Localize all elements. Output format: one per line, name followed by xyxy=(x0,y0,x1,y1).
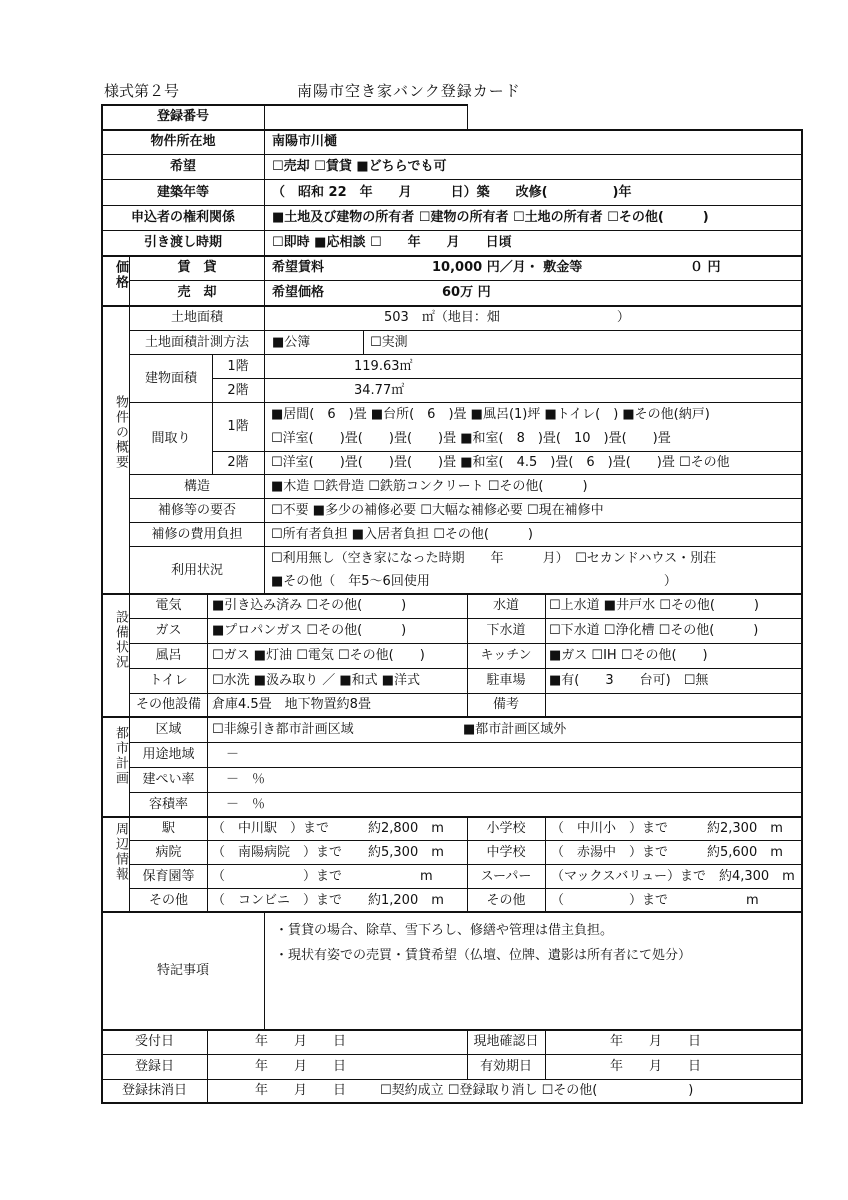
surrounding-label-right: 小学校 xyxy=(486,821,526,836)
structure-label: 構造 xyxy=(183,479,210,494)
usage-label: 利用状況 xyxy=(170,563,223,578)
bath-label: 風呂 xyxy=(155,648,182,663)
deposit-value: ０ 円 xyxy=(690,260,721,275)
notes-body xyxy=(275,918,691,968)
repair-label: 補修等の要否 xyxy=(157,503,236,518)
equipment-group-label: 設備状況 xyxy=(113,610,128,670)
floor-2-label: 2階 xyxy=(227,383,249,398)
surrounding-value-left: （ ）まで m xyxy=(212,869,433,884)
zone-option-b: ■都市計画区域外 xyxy=(463,722,567,737)
notes-label: 特記事項 xyxy=(156,963,209,978)
rent-value: 10,000 円／月・ 敷金等 xyxy=(432,260,583,275)
kitchen-label: キッチン xyxy=(480,648,532,663)
land-method-label: 土地面積計測方法 xyxy=(144,335,249,350)
notes-line-1: ・賃貸の場合、除草、雪下ろし、修繕や管理は借主負担。 xyxy=(275,923,614,938)
land-area-value: 503 ㎡（地目：畑 ） xyxy=(384,310,630,325)
other-equipment-label: その他設備 xyxy=(135,697,201,712)
surrounding-label-left: その他 xyxy=(148,893,188,908)
rent-sub-label: 希望賃料 xyxy=(272,260,325,275)
price-group-label: 価格 xyxy=(113,260,128,290)
surrounding-value-right: （ ）まで m xyxy=(551,893,759,908)
surrounding-label-right: スーパー xyxy=(480,869,532,884)
reg-no-label: 登録番号 xyxy=(156,109,209,124)
zone-label: 区域 xyxy=(155,722,182,737)
surroundings-group-label: 周辺情報 xyxy=(113,822,128,882)
area-floor-1: 119.63㎡ xyxy=(354,359,413,374)
form-number: 様式第２号 xyxy=(104,82,180,100)
surrounding-value-right: （マックスバリュー）まで 約4,300 m xyxy=(551,869,795,884)
surrounding-label-left: 駅 xyxy=(161,821,175,836)
toilet-label: トイレ xyxy=(149,673,188,688)
layout-floor-1-line-2: ☐洋室( )畳( )畳( )畳 ■和室( 8 )畳( 10 )畳( )畳 xyxy=(271,431,671,446)
notes-line-2: ・現状有姿での売買・賃貸希望（仏壇、位牌、遺影は所有者にて処分） xyxy=(275,948,692,963)
location-label: 物件所在地 xyxy=(150,134,216,149)
form-title: 南陽市空き家バンク登録カード xyxy=(297,82,521,100)
building-area-label: 建物面積 xyxy=(144,371,197,386)
surrounding-value-right: （ 赤湯中 ）まで 約5,600 m xyxy=(551,845,783,860)
layout-floor-1-line-1: ■居間( 6 )畳 ■台所( 6 )畳 ■風呂(1)坪 ■トイレ( ) ■その他(納戸) xyxy=(271,407,710,422)
valid-date-value: 年 月 日 xyxy=(610,1059,702,1074)
repair-cost-value: ☐所有者負担 ■入居者負担 ☐その他( ) xyxy=(271,527,533,542)
gas-label: ガス xyxy=(155,623,182,638)
other-equipment-value: 倉庫4.5畳 地下物置約8畳 xyxy=(212,697,371,712)
cancel-options: ☐契約成立 ☐登録取り消し ☐その他( ) xyxy=(380,1083,694,1098)
sewer-value: ☐下水道 ☐浄化槽 ☐その他( ) xyxy=(549,623,759,638)
electric-label: 電気 xyxy=(155,598,182,613)
bath-value: ☐ガス ■灯油 ☐電気 ☐その他( ) xyxy=(212,648,425,663)
rights-value: ■土地及び建物の所有者 ☐建物の所有者 ☐土地の所有者 ☐その他( ) xyxy=(272,210,709,225)
repair-value: ☐不要 ■多少の補修必要 ☐大幅な補修必要 ☐現在補修中 xyxy=(271,503,604,518)
toilet-value: ☐水洗 ■汲み取り ／ ■和式 ■洋式 xyxy=(212,673,421,688)
sale-label: 売 却 xyxy=(177,285,217,300)
cancel-date-value: 年 月 日 xyxy=(255,1083,347,1098)
floor-1-label: 1階 xyxy=(227,359,249,374)
cancel-date-label: 登録抹消日 xyxy=(121,1083,187,1098)
parking-value: ■有( 3 台可) ☐無 xyxy=(549,673,709,688)
far-value: － ％ xyxy=(226,797,266,812)
land-method-b: ☐実測 xyxy=(370,335,408,350)
layout-label: 間取り xyxy=(151,431,191,446)
planning-group-label: 都市計画 xyxy=(113,726,128,786)
overview-group-label: 物件の概要 xyxy=(113,395,128,470)
area-floor-2: 34.77㎡ xyxy=(354,383,405,398)
layout-floor-1-label: 1階 xyxy=(227,419,249,434)
parking-label: 駐車場 xyxy=(486,673,526,688)
handover-label: 引き渡し時期 xyxy=(143,235,222,250)
remarks-label: 備考 xyxy=(492,697,519,712)
gas-value: ■プロパンガス ☐その他( ) xyxy=(212,623,407,638)
surrounding-value-left: （ コンビニ ）まで 約1,200 m xyxy=(212,893,444,908)
usage-line-2: ■その他（ 年5～6回使用 ） xyxy=(271,574,677,589)
repair-cost-label: 補修の費用負担 xyxy=(151,527,243,542)
layout-floor-2-label: 2階 xyxy=(227,455,249,470)
built-label: 建築年等 xyxy=(156,185,209,200)
received-date-value: 年 月 日 xyxy=(255,1034,347,1049)
sale-value: 60万 円 xyxy=(442,285,491,300)
location-value: 南陽市川樋 xyxy=(272,134,338,149)
land-area-label: 土地面積 xyxy=(170,310,223,325)
site-confirm-date-label: 現地確認日 xyxy=(473,1034,539,1049)
coverage-value: － ％ xyxy=(226,772,266,787)
surrounding-label-left: 病院 xyxy=(155,845,182,860)
surrounding-value-left: （ 中川駅 ）まで 約2,800 m xyxy=(212,821,444,836)
surrounding-label-right: 中学校 xyxy=(486,845,526,860)
layout-floor-2-line-1: ☐洋室( )畳( )畳( )畳 ■和室( 4.5 )畳( 6 )畳( )畳 ☐その他 xyxy=(271,455,730,470)
registered-date-label: 登録日 xyxy=(134,1059,174,1074)
valid-date-label: 有効期日 xyxy=(479,1059,532,1074)
rights-label: 申込者の権利関係 xyxy=(130,210,235,225)
surrounding-value-right: （ 中川小 ）まで 約2,300 m xyxy=(551,821,783,836)
wish-label: 希望 xyxy=(169,159,196,174)
kitchen-value: ■ガス ☐IH ☐その他( ) xyxy=(549,648,708,663)
use-district-label: 用途地域 xyxy=(142,747,195,762)
surrounding-value-left: （ 南陽病院 ）まで 約5,300 m xyxy=(212,845,444,860)
sale-sub-label: 希望価格 xyxy=(272,285,325,300)
rent-label: 賃 貸 xyxy=(177,260,217,275)
wish-value: ☐売却 ☐賃貸 ■どちらでも可 xyxy=(272,159,447,174)
structure-value: ■木造 ☐鉄骨造 ☐鉄筋コンクリート ☐その他( ) xyxy=(271,479,588,494)
usage-line-1: ☐利用無し（空き家になった時期 年 月） ☐セカンドハウス・別荘 xyxy=(271,551,717,566)
water-value: ☐上水道 ■井戸水 ☐その他( ) xyxy=(549,598,759,613)
handover-value: ☐即時 ■応相談 ☐ 年 月 日頃 xyxy=(272,235,512,250)
built-value: （ 昭和 22 年 月 日）築 改修( )年 xyxy=(272,185,632,200)
received-date-label: 受付日 xyxy=(134,1034,174,1049)
registered-date-value: 年 月 日 xyxy=(255,1059,347,1074)
water-label: 水道 xyxy=(492,598,519,613)
surrounding-label-left: 保育園等 xyxy=(142,869,195,884)
zone-option-a: ☐非線引き都市計画区域 xyxy=(212,722,354,737)
sewer-label: 下水道 xyxy=(486,623,526,638)
coverage-label: 建ぺい率 xyxy=(142,772,195,787)
site-confirm-date-value: 年 月 日 xyxy=(610,1034,702,1049)
use-district-value: － xyxy=(226,747,240,762)
land-method-a: ■公簿 xyxy=(272,335,311,350)
far-label: 容積率 xyxy=(148,797,188,812)
electric-value: ■引き込み済み ☐その他( ) xyxy=(212,598,407,613)
surrounding-label-right: その他 xyxy=(486,893,526,908)
